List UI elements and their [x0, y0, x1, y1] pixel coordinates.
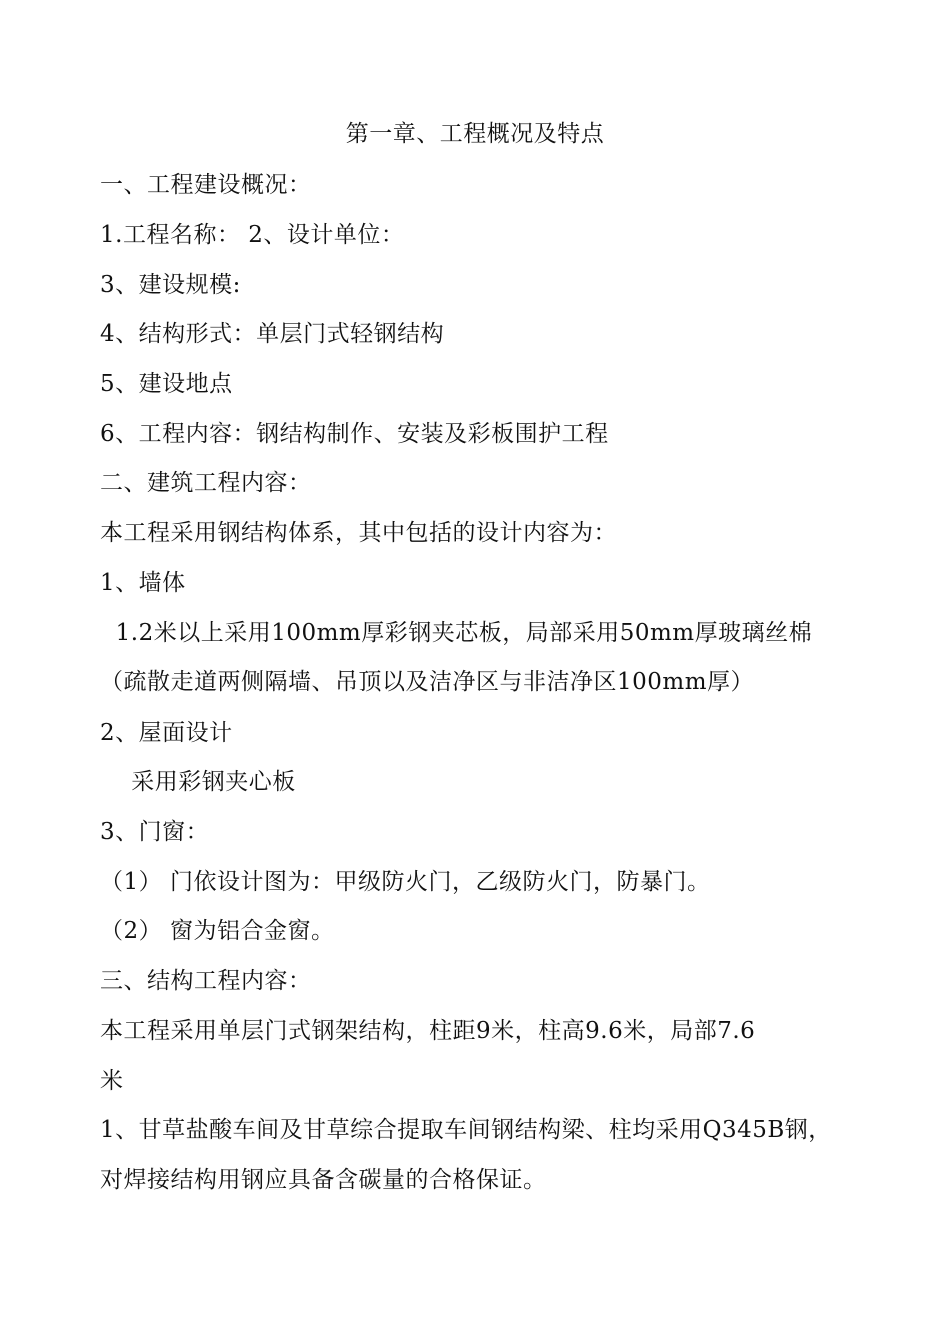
text-line: （1） 门依设计图为：甲级防火门，乙级防火门，防暴门。	[100, 869, 711, 895]
text-line: 4、结构形式：单层门式轻钢结构	[100, 321, 445, 347]
text-line: 2、屋面设计	[100, 720, 233, 746]
section-heading: 一、工程建设概况：	[100, 172, 312, 198]
text-line: 3、门窗：	[100, 819, 210, 845]
section-heading: 二、建筑工程内容：	[100, 470, 312, 496]
text-line: 本工程采用单层门式钢架结构，柱距9米，柱高9.6米，局部7.6	[100, 1018, 756, 1044]
text-line: 采用彩钢夹心板	[100, 769, 296, 795]
text-line: 1、墙体	[100, 570, 186, 596]
text-line: 6、工程内容：钢结构制作、安装及彩板围护工程	[100, 421, 609, 447]
text-line: 1.2米以上采用100mm厚彩钢夹芯板，局部采用50mm厚玻璃丝棉	[100, 620, 813, 646]
text-line: 5、建设地点	[100, 371, 233, 397]
chapter-title: 第一章、工程概况及特点	[345, 121, 605, 147]
section-heading: 三、结构工程内容：	[100, 968, 312, 994]
text-line: 本工程采用钢结构体系，其中包括的设计内容为：	[100, 520, 617, 546]
text-line: （疏散走道两侧隔墙、吊顶以及洁净区与非洁净区100mm厚）	[100, 669, 755, 695]
text-line: 1、甘草盐酸车间及甘草综合提取车间钢结构梁、柱均采用Q345B钢，	[100, 1117, 832, 1143]
text-line: 3、建设规模:	[100, 272, 241, 298]
text-line: 米	[100, 1068, 124, 1094]
text-line: （2） 窗为铝合金窗。	[100, 918, 335, 944]
text-line: 1.工程名称： 2、设计单位：	[100, 222, 405, 248]
text-line: 对焊接结构用钢应具备含碳量的合格保证。	[100, 1167, 547, 1193]
